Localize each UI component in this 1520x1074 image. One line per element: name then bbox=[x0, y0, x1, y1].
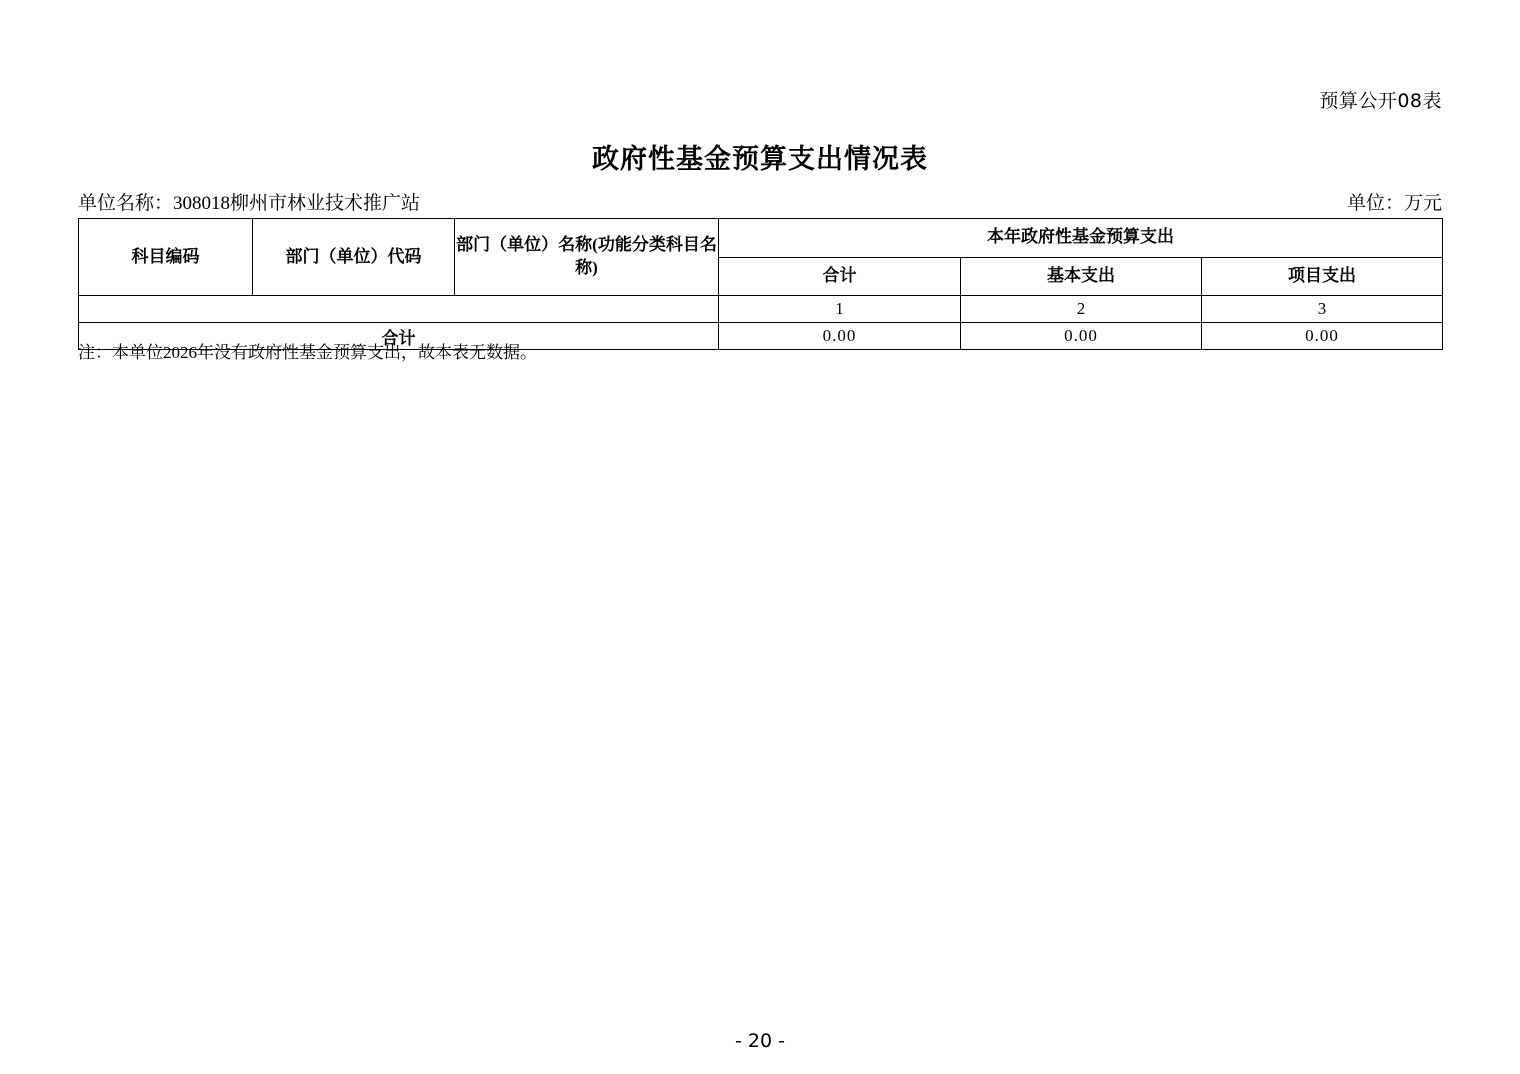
col-header-project-expenditure: 项目支出 bbox=[1202, 257, 1443, 296]
column-number-2: 2 bbox=[961, 296, 1202, 323]
total-row-value-basic: 0.00 bbox=[961, 323, 1202, 350]
table-header-row-1 bbox=[79, 219, 1443, 258]
column-number-blank bbox=[79, 296, 719, 323]
column-number-3: 3 bbox=[1202, 296, 1443, 323]
col-header-total: 合计 bbox=[719, 257, 961, 296]
col-header-dept-code: 部门（单位）代码 bbox=[253, 219, 455, 296]
col-header-group: 本年政府性基金预算支出 bbox=[719, 219, 1443, 258]
total-row-label: 合计 bbox=[79, 323, 719, 350]
col-header-basic-expenditure: 基本支出 bbox=[961, 257, 1202, 296]
col-header-subject-code: 科目编码 bbox=[79, 219, 253, 296]
unit-measure-label: 单位：万元 bbox=[1346, 193, 1442, 214]
table-note: 注：本单位2026年没有政府性基金预算支出，故本表无数据。 bbox=[78, 343, 537, 362]
table-column-number-row bbox=[79, 296, 1443, 323]
page-number: - 20 - bbox=[735, 1030, 785, 1052]
total-row-value-total: 0.00 bbox=[719, 323, 961, 350]
unit-name-label: 单位名称：308018柳州市林业技术推广站 bbox=[78, 193, 421, 214]
form-code-label: 预算公开08表 bbox=[1319, 90, 1442, 112]
page-title: 政府性基金预算支出情况表 bbox=[592, 144, 928, 175]
budget-table bbox=[78, 218, 1443, 350]
total-row-value-project: 0.00 bbox=[1202, 323, 1443, 350]
column-number-1: 1 bbox=[719, 296, 961, 323]
col-header-dept-name: 部门（单位）名称(功能分类科目名称) bbox=[455, 219, 719, 296]
